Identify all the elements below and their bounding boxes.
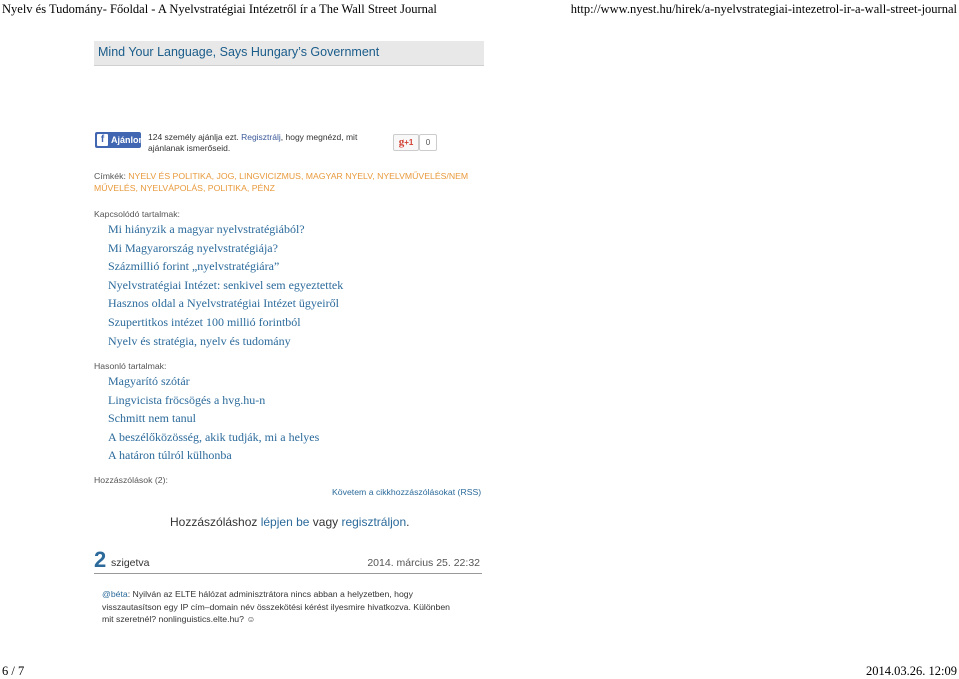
article-title-link[interactable]: Mind Your Language, Says Hungary’s Government [98, 45, 380, 59]
rss-link[interactable]: Követem a cikkhozzászólásokat (RSS) [332, 487, 482, 497]
facebook-like-button[interactable] [95, 132, 147, 148]
related-link[interactable]: Mi hiányzik a magyar nyelvstratégiából? [108, 222, 305, 236]
comment-header [94, 547, 482, 574]
similar-link[interactable]: Schmitt nem tanul [108, 411, 196, 426]
related-link[interactable]: Mi Magyarország nyelvstratégiája? [108, 240, 278, 255]
google-plus-icon: g [398, 136, 405, 148]
similar-link[interactable]: Lingvicista fröcsögés a hvg.hu-n [108, 392, 266, 407]
similar-label: Hasonló tartalmak: [94, 361, 167, 371]
article-title-bar [94, 41, 484, 66]
login-prompt: Hozzászóláshoz lépjen be vagy regisztráljon. [170, 515, 410, 529]
print-datetime: 2014.03.26. 12:09 [866, 664, 957, 678]
comment-text: : Nyilván az ELTE hálózat adminisztrátora nincs abban a helyzetben, hogy visszautasítson egy IP cím–domain név összekötési kérést ilyesmire hivatkozva. Különben mit szeretnél? nonlinguistics.elte.hu? ☺ [102, 589, 450, 624]
google-plus-label: +1 [404, 138, 414, 147]
related-link[interactable]: Szupertitkos intézet 100 millió forintból [108, 314, 301, 329]
similar-link[interactable]: Magyarító szótár [108, 374, 190, 388]
like-button-label: Ajánlom [111, 135, 147, 145]
similar-list [108, 372, 319, 465]
facebook-icon: f [97, 134, 108, 146]
related-label: Kapcsolódó tartalmak: [94, 209, 180, 219]
print-header [0, 2, 959, 18]
google-plus-count: 0 [419, 134, 437, 151]
page-number: 6 / 7 [2, 664, 25, 678]
tags-list[interactable]: NYELV ÉS POLITIKA, JOG, LINGVICIZMUS, MAGYAR NYELV, NYELVMŰVELÉS/NEM MŰVELÉS, NYELVÁPOLÁS, POLITIKA, PÉNZ [94, 171, 469, 193]
related-link[interactable]: Nyelv és stratégia, nyelv és tudomány [108, 333, 291, 348]
comment-date: 2014. március 25. 22:32 [367, 557, 480, 569]
print-header-url: http://www.nyest.hu/hirek/a-nyelvstrategiai-intezetrol-ir-a-wall-street-journal [570, 2, 957, 16]
register-link[interactable]: Regisztrálj [241, 132, 281, 142]
related-link[interactable]: Nyelvstratégiai Intézet: senkivel sem egyeztettek [108, 277, 344, 292]
comment-author[interactable]: szigetva [111, 557, 150, 569]
related-list [108, 220, 343, 350]
similar-link[interactable]: A beszélőközösség, akik tudják, mi a helyes [108, 429, 320, 444]
tags-line [94, 171, 494, 194]
comment-mention[interactable]: @béta [102, 589, 128, 599]
google-plus-button[interactable] [393, 134, 419, 151]
print-header-title: Nyelv és Tudomány- Főoldal - A Nyelvstratégiai Intézetről ír a The Wall Street Journal [2, 2, 437, 16]
register-link[interactable]: regisztráljon [341, 515, 407, 529]
comment-body [102, 588, 462, 626]
tags-label: Címkék: [94, 171, 129, 181]
similar-link[interactable]: A határon túlról külhonba [108, 448, 232, 463]
related-link[interactable]: Százmillió forint „nyelvstratégiára” [108, 259, 280, 274]
comments-label: Hozzászólások (2): [94, 475, 168, 485]
comment-number: 2 [94, 547, 107, 572]
related-link[interactable]: Hasznos oldal a Nyelvstratégiai Intézet ügyeiről [108, 296, 339, 311]
like-count-text: 124 személy ajánlja ezt. Regisztrálj, hogy megnézd, mit ajánlanak ismerőseid. [148, 132, 358, 153]
login-link[interactable]: lépjen be [260, 515, 310, 529]
